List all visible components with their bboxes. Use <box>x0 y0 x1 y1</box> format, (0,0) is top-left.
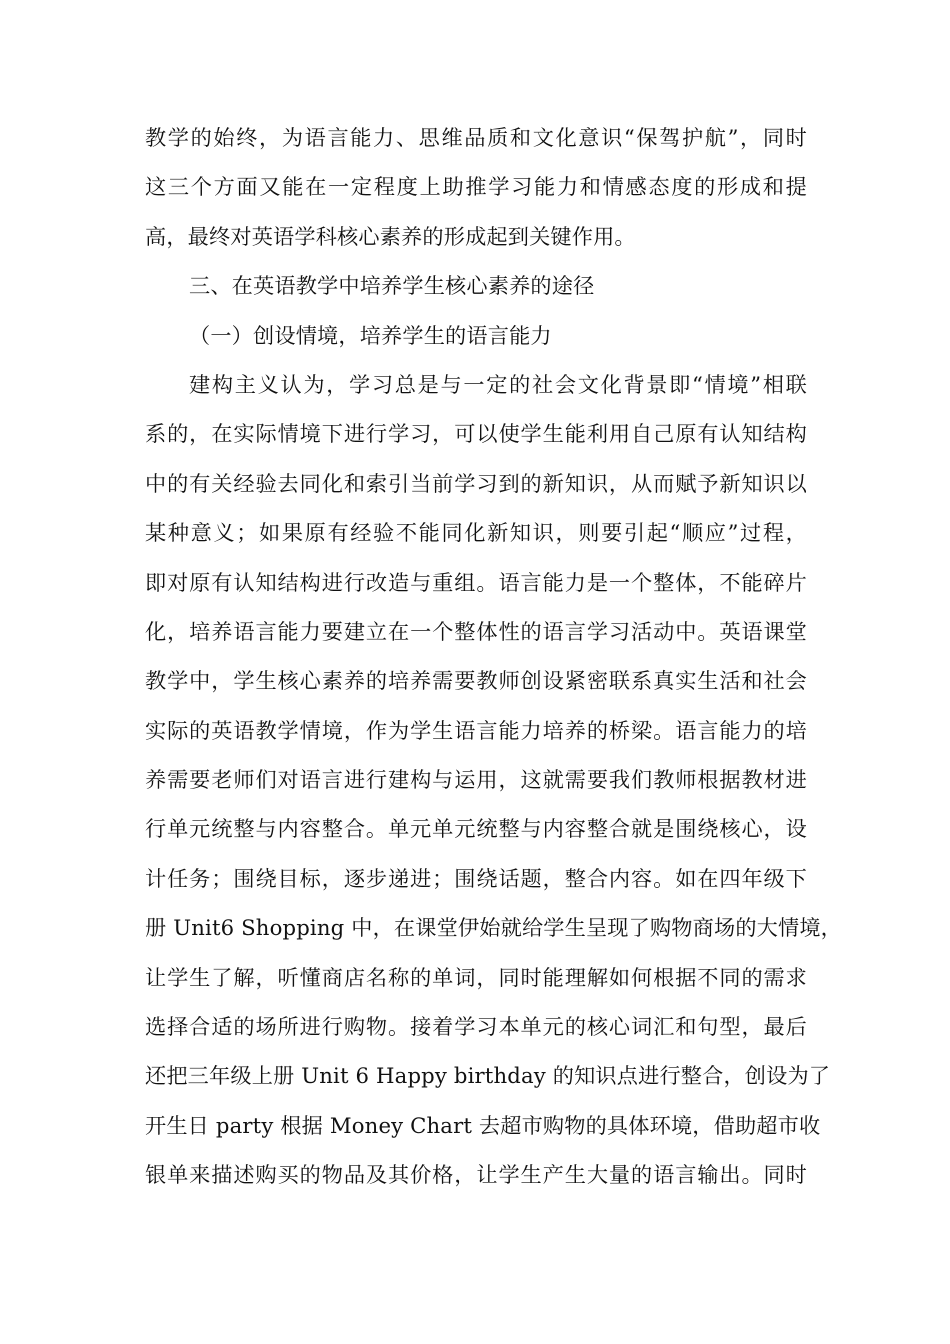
paragraph-line: 实际的英语教学情境，作为学生语言能力培养的桥梁。语言能力的培 <box>145 717 807 743</box>
paragraph-line: 教学中，学生核心素养的培养需要教师创设紧密联系真实生活和社会 <box>145 668 807 694</box>
paragraph-line: 某种意义；如果原有经验不能同化新知识，则要引起“顺应”过程， <box>145 520 807 546</box>
paragraph-line: 行单元统整与内容整合。单元单元统整与内容整合就是围绕核心，设 <box>145 816 807 842</box>
paragraph-line: 系的，在实际情境下进行学习，可以使学生能利用自己原有认知结构 <box>145 421 807 447</box>
paragraph-line: 计任务；围绕目标，逐步递进；围绕话题，整合内容。如在四年级下 <box>145 865 807 891</box>
paragraph-line: 让学生了解，听懂商店名称的单词，同时能理解如何根据不同的需求 <box>145 964 807 990</box>
paragraph-line: 中的有关经验去同化和索引当前学习到的新知识，从而赋予新知识以 <box>145 470 807 496</box>
paragraph-line: 银单来描述购买的物品及其价格，让学生产生大量的语言输出。同时 <box>145 1162 807 1188</box>
paragraph-line: 这三个方面又能在一定程度上助推学习能力和情感态度的形成和提 <box>145 174 807 200</box>
document-body <box>145 113 843 1200</box>
paragraph-line: 养需要老师们对语言进行建构与运用，这就需要我们教师根据教材进 <box>145 767 807 793</box>
paragraph-line: 高，最终对英语学科核心素养的形成起到关键作用。 <box>145 223 636 249</box>
paragraph-line: 化，培养语言能力要建立在一个整体性的语言学习活动中。英语课堂 <box>145 618 807 644</box>
section-heading: 三、在英语教学中培养学生核心素养的途径 <box>189 273 595 299</box>
paragraph-line: 开生日 party 根据 Money Chart 去超市购物的具体环境，借助超市收 <box>145 1112 821 1138</box>
subsection-heading: （一）创设情境，培养学生的语言能力 <box>189 322 552 348</box>
paragraph-line: 还把三年级上册 Unit 6 Happy birthday 的知识点进行整合，创设为了 <box>145 1063 831 1089</box>
paragraph-line: 教学的始终，为语言能力、思维品质和文化意识“保驾护航”，同时 <box>145 125 807 150</box>
paragraph-line: 建构主义认为，学习总是与一定的社会文化背景即“情境”相联 <box>189 371 807 397</box>
paragraph-line: 选择合适的场所进行购物。接着学习本单元的核心词汇和句型，最后 <box>145 1014 807 1040</box>
paragraph-line: 册 Unit6 Shopping 中，在课堂伊始就给学生呈现了购物商场的大情境， <box>145 915 843 941</box>
paragraph-line: 即对原有认知结构进行改造与重组。语言能力是一个整体，不能碎片 <box>145 569 807 595</box>
